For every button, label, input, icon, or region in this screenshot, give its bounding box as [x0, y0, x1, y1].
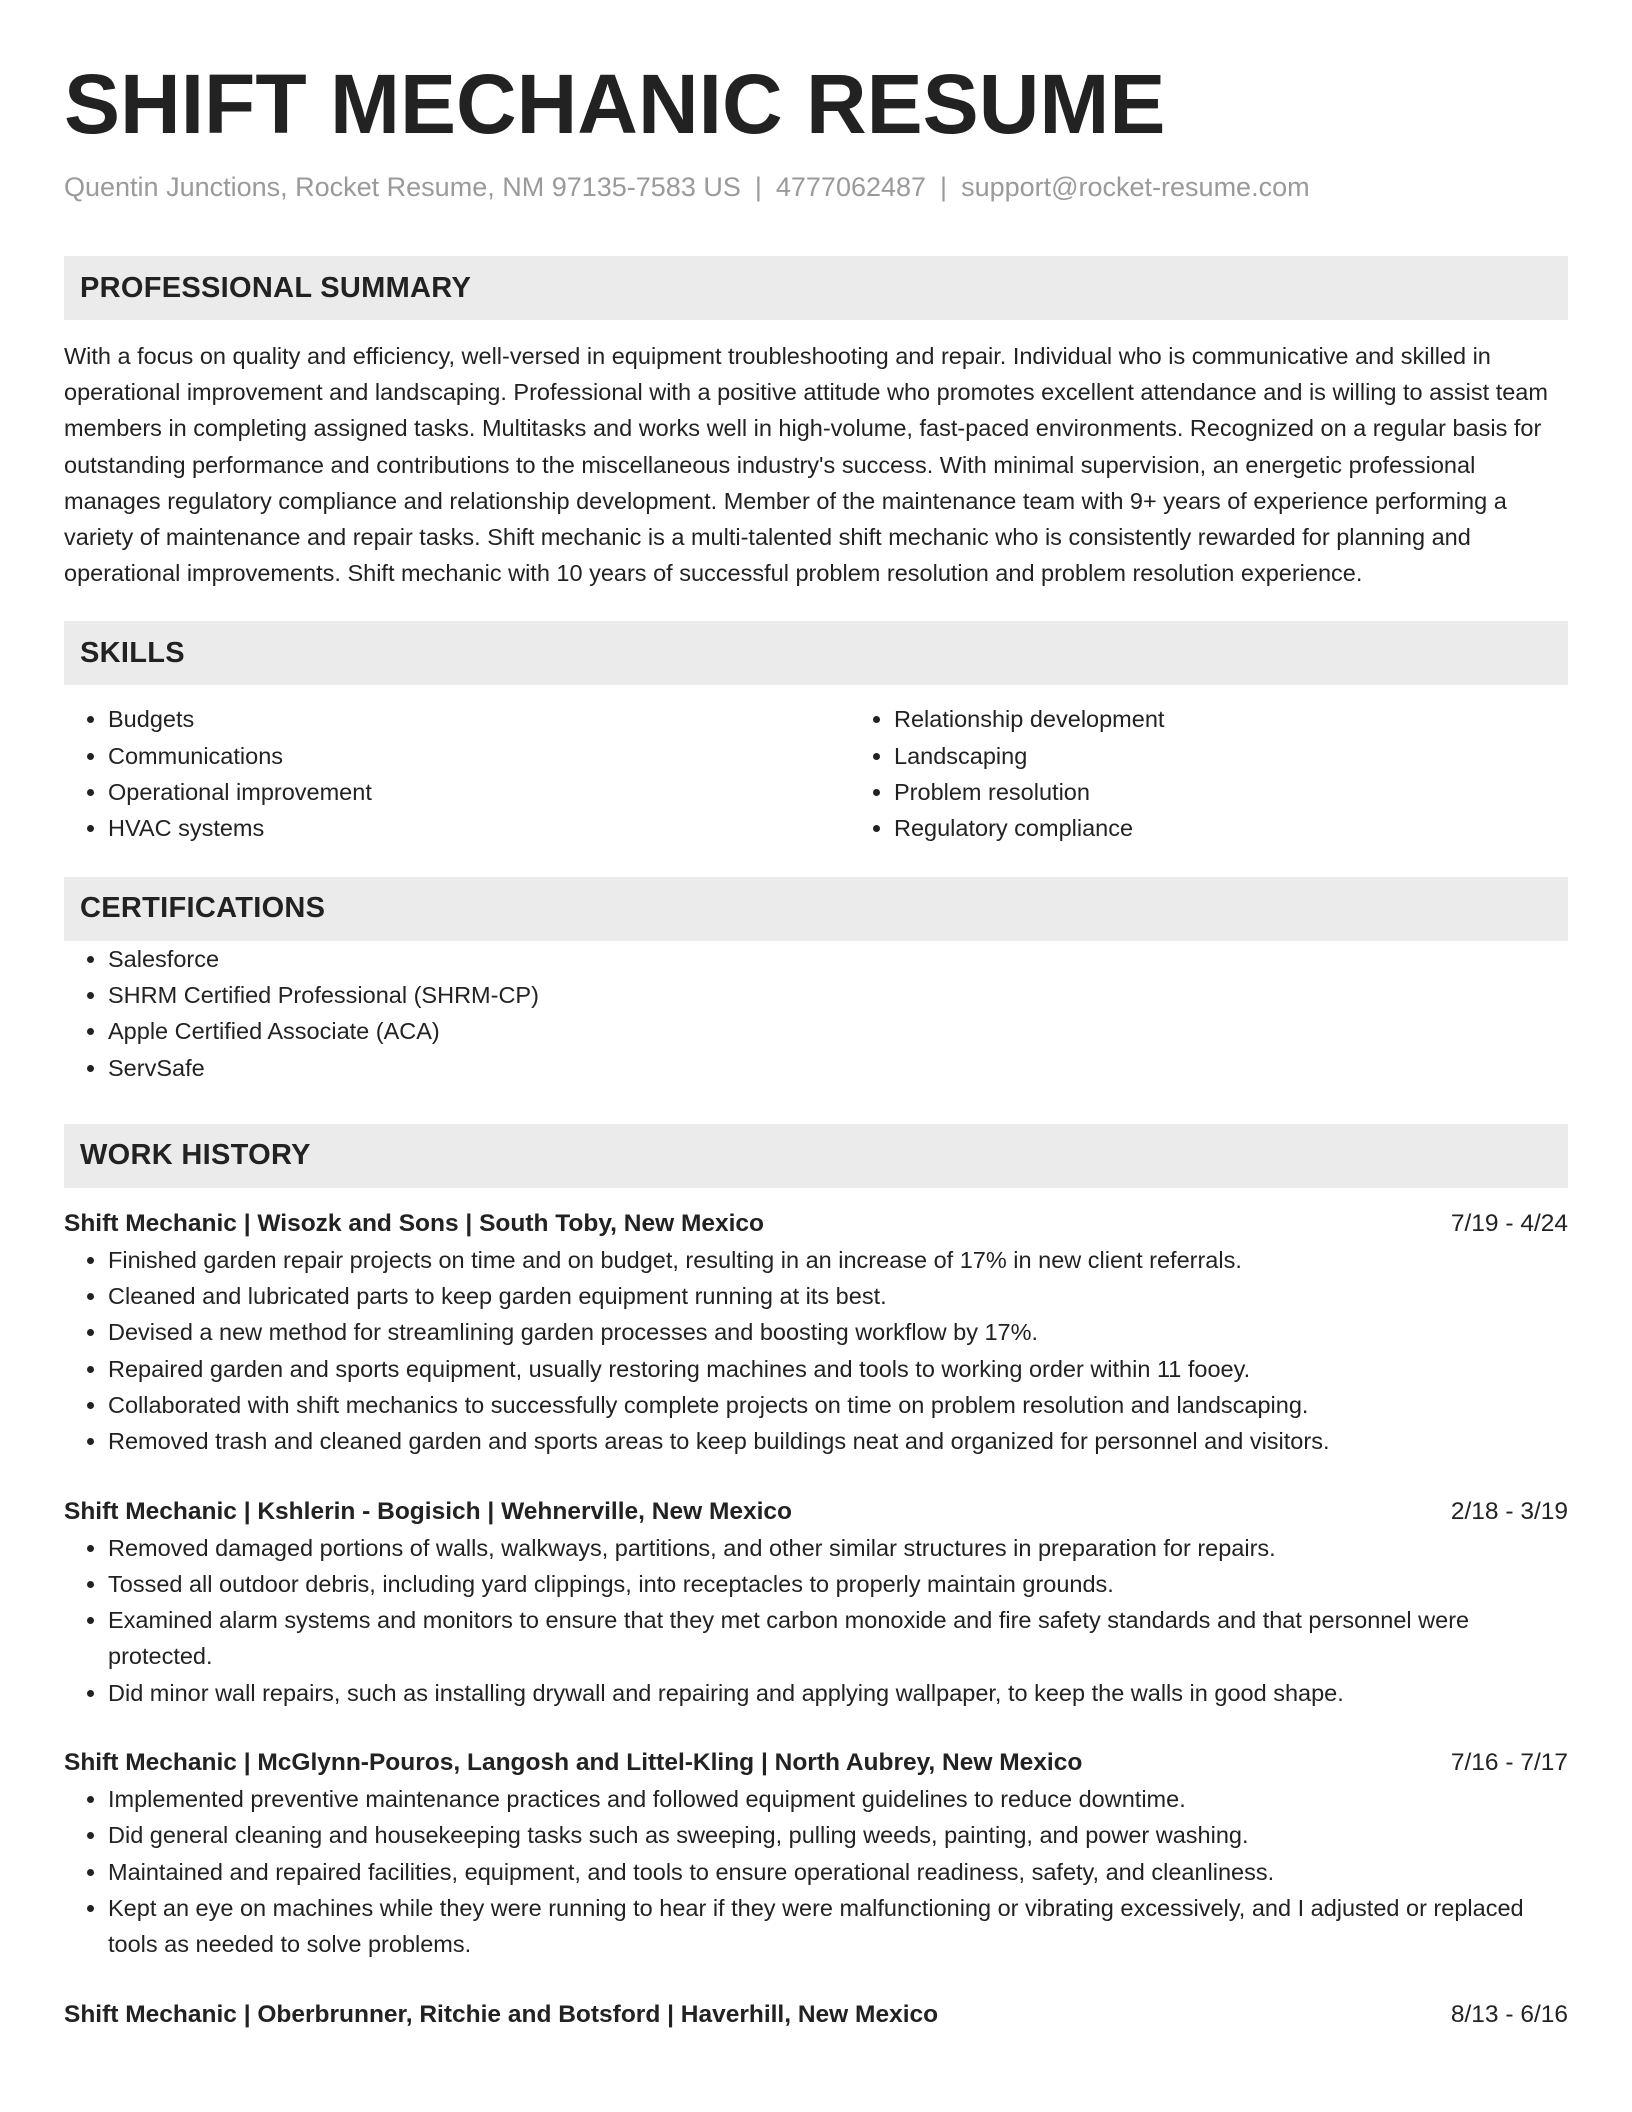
job-bullet: • Removed damaged portions of walls, walkways, partitions, and other similar structures in preparation for repairs.: [108, 1530, 1568, 1566]
job-title: Shift Mechanic | Wisozk and Sons | South Toby, New Mexico: [64, 1209, 765, 1237]
job-bullet: • Collaborated with shift mechanics to successfully complete projects on time on problem resolution and landscaping.: [108, 1387, 1568, 1423]
job-entry: [64, 1745, 1568, 1962]
certification-item: • ServSafe: [108, 1050, 1568, 1086]
skill-item: • Communications: [108, 738, 850, 774]
job-bullet: • Tossed all outdoor debris, including yard clippings, into receptacles to properly maintain grounds.: [108, 1566, 1568, 1602]
job-header: [64, 1494, 1568, 1530]
skill-item: • Problem resolution: [894, 774, 1632, 810]
skill-item: • Operational improvement: [108, 774, 850, 810]
skills-heading: SKILLS: [64, 621, 1568, 685]
job-dates: 7/16 - 7/17: [1450, 1749, 1568, 1777]
job-bullet: • Finished garden repair projects on time and on budget, resulting in an increase of 17% in new client referrals.: [108, 1242, 1568, 1278]
contact-separator: |: [940, 172, 948, 202]
resume-title: SHIFT MECHANIC RESUME: [64, 57, 1166, 151]
job-bullet: • Implemented preventive maintenance practices and followed equipment guidelines to reduce downtime.: [108, 1781, 1568, 1817]
contact-line: [64, 170, 1568, 204]
job-title: Shift Mechanic | McGlynn-Pouros, Langosh and Littel-Kling | North Aubrey, New Mexico: [64, 1749, 1083, 1777]
skills-list: [64, 701, 1568, 846]
job-bullets: [64, 1781, 1568, 1962]
job-bullet: • Devised a new method for streamlining garden processes and boosting workflow by 17%.: [108, 1314, 1568, 1350]
job-dates: 8/13 - 6/16: [1450, 2000, 1568, 2028]
certifications-list: [64, 941, 1568, 1086]
resume-page: [64, 0, 1568, 2033]
skill-item: • Regulatory compliance: [894, 810, 1632, 846]
certifications-heading: CERTIFICATIONS: [64, 877, 1568, 941]
skill-item: • Relationship development: [894, 701, 1632, 737]
job-entry: [64, 1206, 1568, 1460]
job-dates: 2/18 - 3/19: [1450, 1497, 1568, 1525]
skill-item: • Landscaping: [894, 738, 1632, 774]
job-header: [64, 1745, 1568, 1781]
contact-phone: 4777062487: [775, 172, 927, 202]
summary-heading: PROFESSIONAL SUMMARY: [64, 256, 1568, 320]
job-bullet: • Kept an eye on machines while they were running to hear if they were malfunctioning or vibrating excessively, and I adjusted or replaced tools as needed to solve problems.: [108, 1890, 1568, 1963]
job-bullet: • Repaired garden and sports equipment, usually restoring machines and tools to working order within 11 fooey.: [108, 1351, 1568, 1387]
job-header: [64, 1997, 1568, 2033]
job-entry: [64, 1494, 1568, 1711]
skills-right-column: [850, 701, 1632, 846]
summary-text: With a focus on quality and efficiency, well-versed in equipment troubleshooting and repair. Individual who is communicative and skilled in operational improvement and landscaping. Professional with a positive attitude who promotes excellent attendance and is willing to assist team members in completing assigned tasks. Multitasks and works well in high-volume, fast-paced environments. Recognized on a regular basis for outstanding performance and contributions to the miscellaneous industry's success. With minimal supervision, an energetic professional manages regulatory compliance and relationship development. Member of the maintenance team with 9+ years of experience performing a variety of maintenance and repair tasks. Shift mechanic is a multi-talented shift mechanic who is consistently rewarded for planning and operational improvements. Shift mechanic with 10 years of successful problem resolution and problem resolution experience.: [64, 343, 1548, 587]
contact-address: Quentin Junctions, Rocket Resume, NM 97135-7583 US: [64, 172, 741, 202]
job-bullet: • Examined alarm systems and monitors to ensure that they met carbon monoxide and fire safety standards and that personnel were protected.: [108, 1602, 1568, 1675]
skills-left-column: [64, 701, 850, 846]
job-title: Shift Mechanic | Oberbrunner, Ritchie and Botsford | Haverhill, New Mexico: [64, 2000, 939, 2028]
job-bullet: • Did general cleaning and housekeeping tasks such as sweeping, pulling weeds, painting, and power washing.: [108, 1817, 1568, 1853]
certification-item: • SHRM Certified Professional (SHRM-CP): [108, 977, 1568, 1013]
skill-item: • HVAC systems: [108, 810, 850, 846]
contact-separator: |: [754, 172, 762, 202]
job-bullets: [64, 1530, 1568, 1711]
certification-item: • Apple Certified Associate (ACA): [108, 1013, 1568, 1049]
job-bullet: • Did minor wall repairs, such as installing drywall and repairing and applying wallpaper, to keep the walls in good shape.: [108, 1675, 1568, 1711]
job-bullets: [64, 1242, 1568, 1460]
job-entry: [64, 1997, 1568, 2033]
certification-item: • Salesforce: [108, 941, 1568, 977]
job-bullet: • Cleaned and lubricated parts to keep garden equipment running at its best.: [108, 1278, 1568, 1314]
job-title: Shift Mechanic | Kshlerin - Bogisich | Wehnerville, New Mexico: [64, 1497, 793, 1525]
job-bullet: • Removed trash and cleaned garden and sports areas to keep buildings neat and organized for personnel and visitors.: [108, 1423, 1568, 1459]
job-header: [64, 1206, 1568, 1242]
work-history-heading: WORK HISTORY: [64, 1124, 1568, 1188]
job-dates: 7/19 - 4/24: [1450, 1209, 1568, 1237]
job-bullet: • Maintained and repaired facilities, equipment, and tools to ensure operational readiness, safety, and cleanliness.: [108, 1854, 1568, 1890]
skill-item: • Budgets: [108, 701, 850, 737]
contact-email[interactable]: support@rocket-resume.com: [961, 172, 1310, 202]
